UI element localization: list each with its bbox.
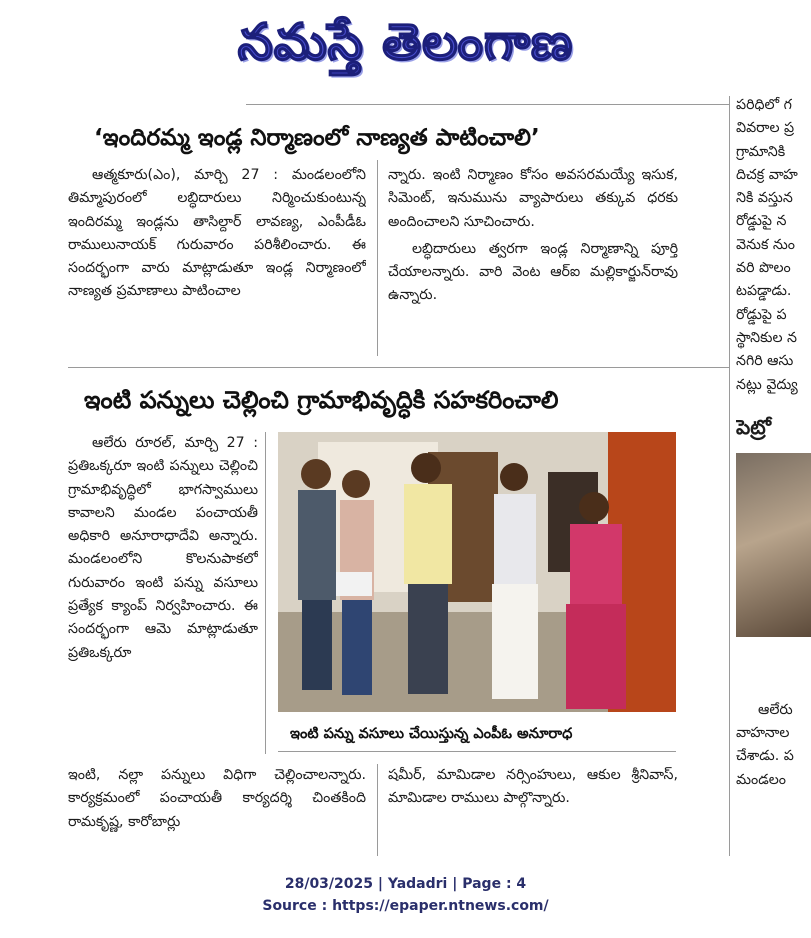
sidebar-line: నట్లు వైద్యు [736,376,798,393]
masthead-title: నమస్తే తెలంగాణ [237,13,574,71]
article2-column-1 [68,432,258,762]
article2-text-2: ఇంటి, నల్లా పన్నులు విధిగా చెల్లించాలన్నారు. కార్యక్రమంలో పంచాయతీ కార్యదర్శి చింతకింది రామకృష్ణ, కారోబార్లు [68,767,366,830]
column-divider-right [729,96,730,856]
sidebar-line: చేశాడు. ప [736,748,794,765]
article2-text-3: షమీర్, మామిడాల నర్సింహులు, ఆకుల శ్రీనివాస్, మామిడాల రాములు పాల్గొన్నారు. [388,767,678,807]
sidebar-line: మండలం [736,771,786,788]
sidebar-line: స్థానికుల న [736,329,797,346]
article2-headline: ఇంటి పన్నులు చెల్లించి గ్రామాభివృద్ధికి సహకరించాలి [84,386,559,414]
sidebar-line: దిచక్ర వాహ [736,166,798,183]
left-column-divider [265,432,266,754]
sidebar-line: వాహనాల [736,725,790,742]
sidebar-line: వివరాల ప్ర [736,120,795,137]
top-rule [246,104,730,105]
article1-column-2 [388,164,678,356]
sidebar-line: ఆలేరు [758,701,793,718]
article1-text-1: ఆత్మకూరు(ఎం), మార్చి 27 : మండలంలోని తిమ్మాపురంలో లబ్ధిదారులు నిర్మించుకుంటున్న ఇందిరమ్మ ఇండ్లను తాసిల్దార్ లావణ్య, ఎంపీడీఓ రాములునాయక్ గురువారం పరిశీలించారు. ఈ సందర్భంగా వారు మాట్లాడుతూ ఇండ్ల నిర్మాణంలో నాణ్యత ప్రమాణాలు పాటించాల [68,167,366,300]
sidebar-line: పరిధిలో గ [736,97,792,113]
sidebar-line: టపడ్డాడు. [736,283,792,300]
sidebar-line: రోడ్డుపై ప [736,306,787,323]
masthead [0,4,811,80]
sidebar-line: వెనుక నుం [736,236,795,253]
footer-source-line: Source : https://epaper.ntnews.com/ [262,898,549,914]
sidebar-line: రోడ్డుపై న [736,213,787,230]
article2-bottom-right [388,764,678,856]
article2-bottom-left [68,764,366,856]
article-divider [68,367,729,368]
article2-text-1: ఆలేరు రూరల్, మార్చి 27 : ప్రతిఒక్కరూ ఇంటి పన్నులు చెల్లించి గ్రామాభివృద్ధిలో భాగస్వాములు కావాలని మండల పంచాయతీ అధికారి అనూరాధాదేవి అన్నారు. మండలంలోని కొలనుపాకలో గురువారం ఇంటి పన్ను వసూలు ప్రత్యేక క్యాంప్ నిర్వహించారు. ఈ సందర్భంగా ఆమె మాట్లాడుతూ ప్రతిఒక్కరూ [68,435,258,661]
sidebar-headline: పెట్రో [736,414,771,439]
sidebar-photo [736,453,811,637]
sidebar-article [736,94,811,854]
article1-text-3: లబ్ధిదారులు త్వరగా ఇండ్ల నిర్మాణాన్ని పూర్తి చేయాలన్నారు. వారి వెంట ఆర్ఐ మల్లికార్జున్‌రావు ఉన్నారు. [388,240,678,304]
sidebar-line: వరి పొలం [736,260,791,277]
sidebar-line: నికి వస్తున [736,190,793,207]
sidebar-line: గ్రామానికి [736,143,786,160]
news-photo [278,432,676,712]
photo-illustration [278,432,676,712]
article1-headline: ‘ఇందిరమ్మ ఇండ్ల నిర్మాణంలో నాణ్యత పాటించాలి’ [94,125,540,151]
footer-date-line: 28/03/2025 | Yadadri | Page : 4 [284,876,527,892]
caption-rule [278,751,676,752]
article1-column-1 [68,164,366,356]
photo-caption: ఇంటి పన్ను వసూలు చేయిస్తున్న ఎంపీఓ అనూరాధ [290,726,573,742]
sidebar-line: నగిరి ఆసు [736,353,794,370]
inner-column-divider-1 [377,160,378,356]
inner-column-divider-2 [377,764,378,856]
article1-text-2: న్నారు. ఇంటి నిర్మాణం కోసం అవసరమయ్యే ఇసుక, సిమెంట్, ఇనుమును వ్యాపారులు తక్కువ ధరకు అందించాలని సూచించారు. [388,167,678,230]
